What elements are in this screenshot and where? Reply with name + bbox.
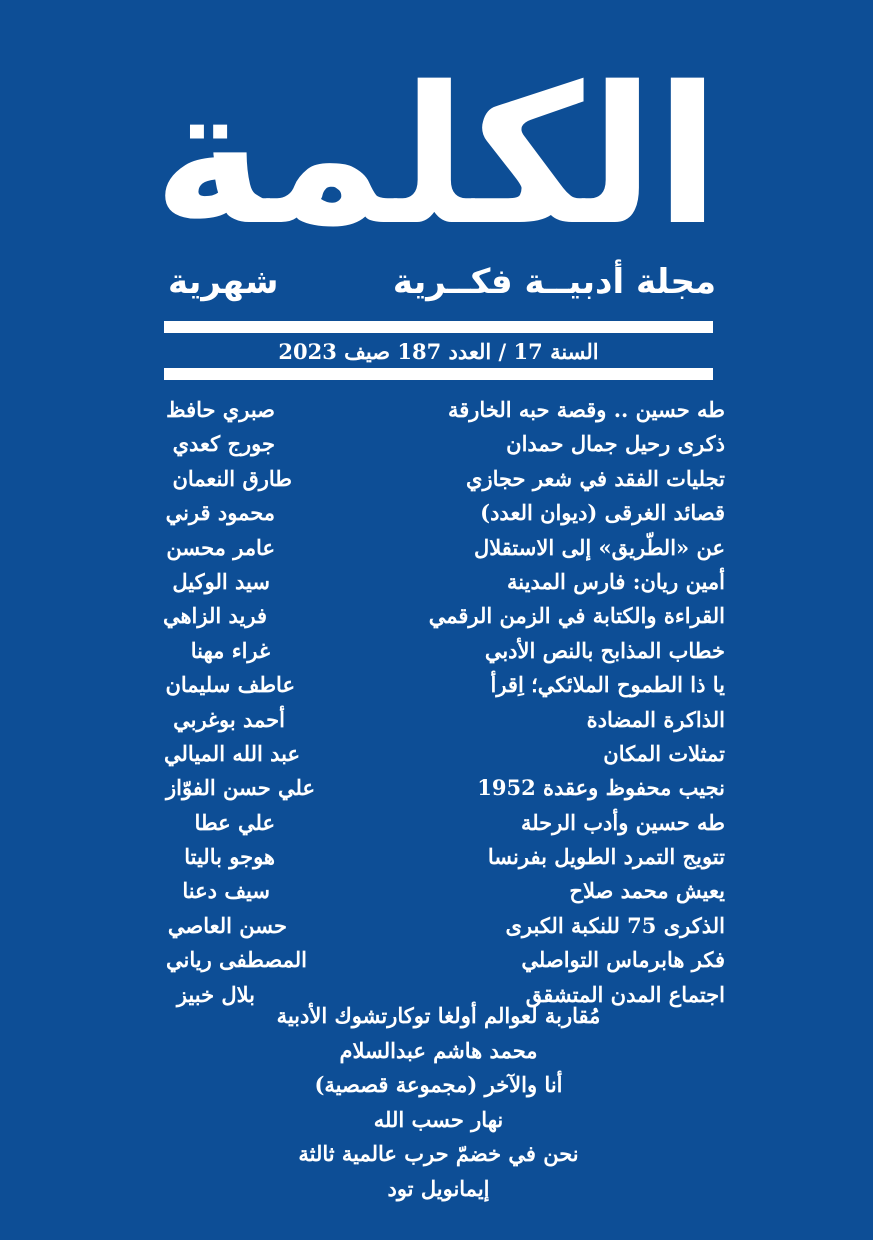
bottom-divider (164, 368, 713, 380)
toc-row (150, 466, 725, 500)
masthead (152, 46, 720, 307)
article-title: فكر هابرماس التواصلي (521, 947, 725, 973)
toc-row (150, 535, 725, 569)
toc-row (150, 431, 725, 465)
toc-row (150, 913, 725, 947)
article-title: يعيش محمد صلاح (569, 878, 725, 904)
article-author: علي حسن الفوّاز (166, 775, 315, 801)
article-author: المصطفى رياني (166, 947, 307, 973)
article-author: عامر محسن (166, 534, 275, 560)
article-title: الذكرى 75 للنكبة الكبرى (505, 912, 725, 938)
toc-row (150, 878, 725, 912)
article-title: تمثلات المكان (603, 740, 725, 766)
toc-row (150, 844, 725, 878)
featured-author: محمد هاشم عبدالسلام (339, 1037, 538, 1063)
toc-row (150, 707, 725, 741)
article-title: القراءة والكتابة في الزمن الرقمي (428, 603, 725, 629)
article-title: الذاكرة المضادة (586, 706, 725, 732)
article-author: بلال خبيز (176, 981, 255, 1007)
top-divider (164, 321, 713, 333)
magazine-logo: الكلمة (152, 46, 720, 267)
toc-row (150, 397, 725, 431)
article-title: طه حسين .. وقصة حبه الخارقة (447, 397, 725, 422)
featured-title: مُقاربة لعوالم أولغا توكارتشوك الأدبية (276, 1003, 601, 1028)
article-title: تجليات الفقد في شعر حجازي (466, 465, 725, 491)
article-title: يا ذا الطموح الملائكي؛ اِقرأ (490, 672, 725, 698)
article-author: سيف دعنا (182, 878, 270, 904)
article-author: عاطف سليمان (165, 672, 295, 698)
toc-row (150, 500, 725, 534)
toc-row (150, 672, 725, 706)
table-of-contents (150, 397, 725, 1016)
article-title: ذكرى رحيل جمال حمدان (506, 431, 725, 457)
article-title: خطاب المذابح بالنص الأدبي (484, 637, 725, 663)
article-author: فريد الزاهي (162, 603, 267, 629)
toc-row (150, 569, 725, 603)
article-title: طه حسين وأدب الرحلة (520, 809, 725, 835)
toc-row (150, 741, 725, 775)
article-author: علي عطا (194, 809, 275, 835)
issue-info: السنة 17 / العدد 187 صيف 2023 (278, 339, 599, 364)
article-author: محمود قرني (165, 500, 275, 526)
article-author: هوجو باليتا (184, 844, 275, 870)
toc-row (150, 603, 725, 637)
article-title: أمين ريان: فارس المدينة (507, 568, 725, 594)
article-title: تتويج التمرد الطويل بفرنسا (487, 844, 725, 870)
article-author: صبري حافظ (166, 397, 275, 422)
article-author: عبد الله الميالي (164, 740, 300, 766)
featured-author: إيمانويل تود (387, 1175, 490, 1201)
article-author: غراء مهنا (190, 637, 270, 663)
toc-row (150, 947, 725, 981)
article-title: قصائد الغرقى (ديوان العدد) (480, 500, 725, 526)
magazine-frequency: شهرية (168, 262, 279, 302)
toc-row (150, 775, 725, 809)
article-title: عن «الطّريق» إلى الاستقلال (474, 534, 725, 560)
featured-list (164, 1003, 713, 1211)
masthead-subtitle-row (160, 262, 720, 308)
featured-author: نهار حسب الله (373, 1106, 504, 1132)
article-author: حسن العاصي (167, 912, 287, 938)
featured-title: أنا والآخر (مجموعة قصصية) (314, 1072, 563, 1098)
toc-row (150, 638, 725, 672)
article-title: نجيب محفوظ وعقدة 1952 (477, 775, 725, 801)
toc-row (150, 810, 725, 844)
article-author: أحمد بوغربي (173, 706, 285, 732)
article-author: جورج كعدي (172, 431, 275, 457)
article-title: اجتماع المدن المتشقق (525, 981, 725, 1007)
featured-title: نحن في خضمّ حرب عالمية ثالثة (298, 1141, 579, 1167)
article-author: طارق النعمان (172, 465, 292, 491)
magazine-subtitle: مجلة أدبيــة فكــرية (392, 262, 716, 302)
article-author: سيد الوكيل (172, 568, 270, 594)
